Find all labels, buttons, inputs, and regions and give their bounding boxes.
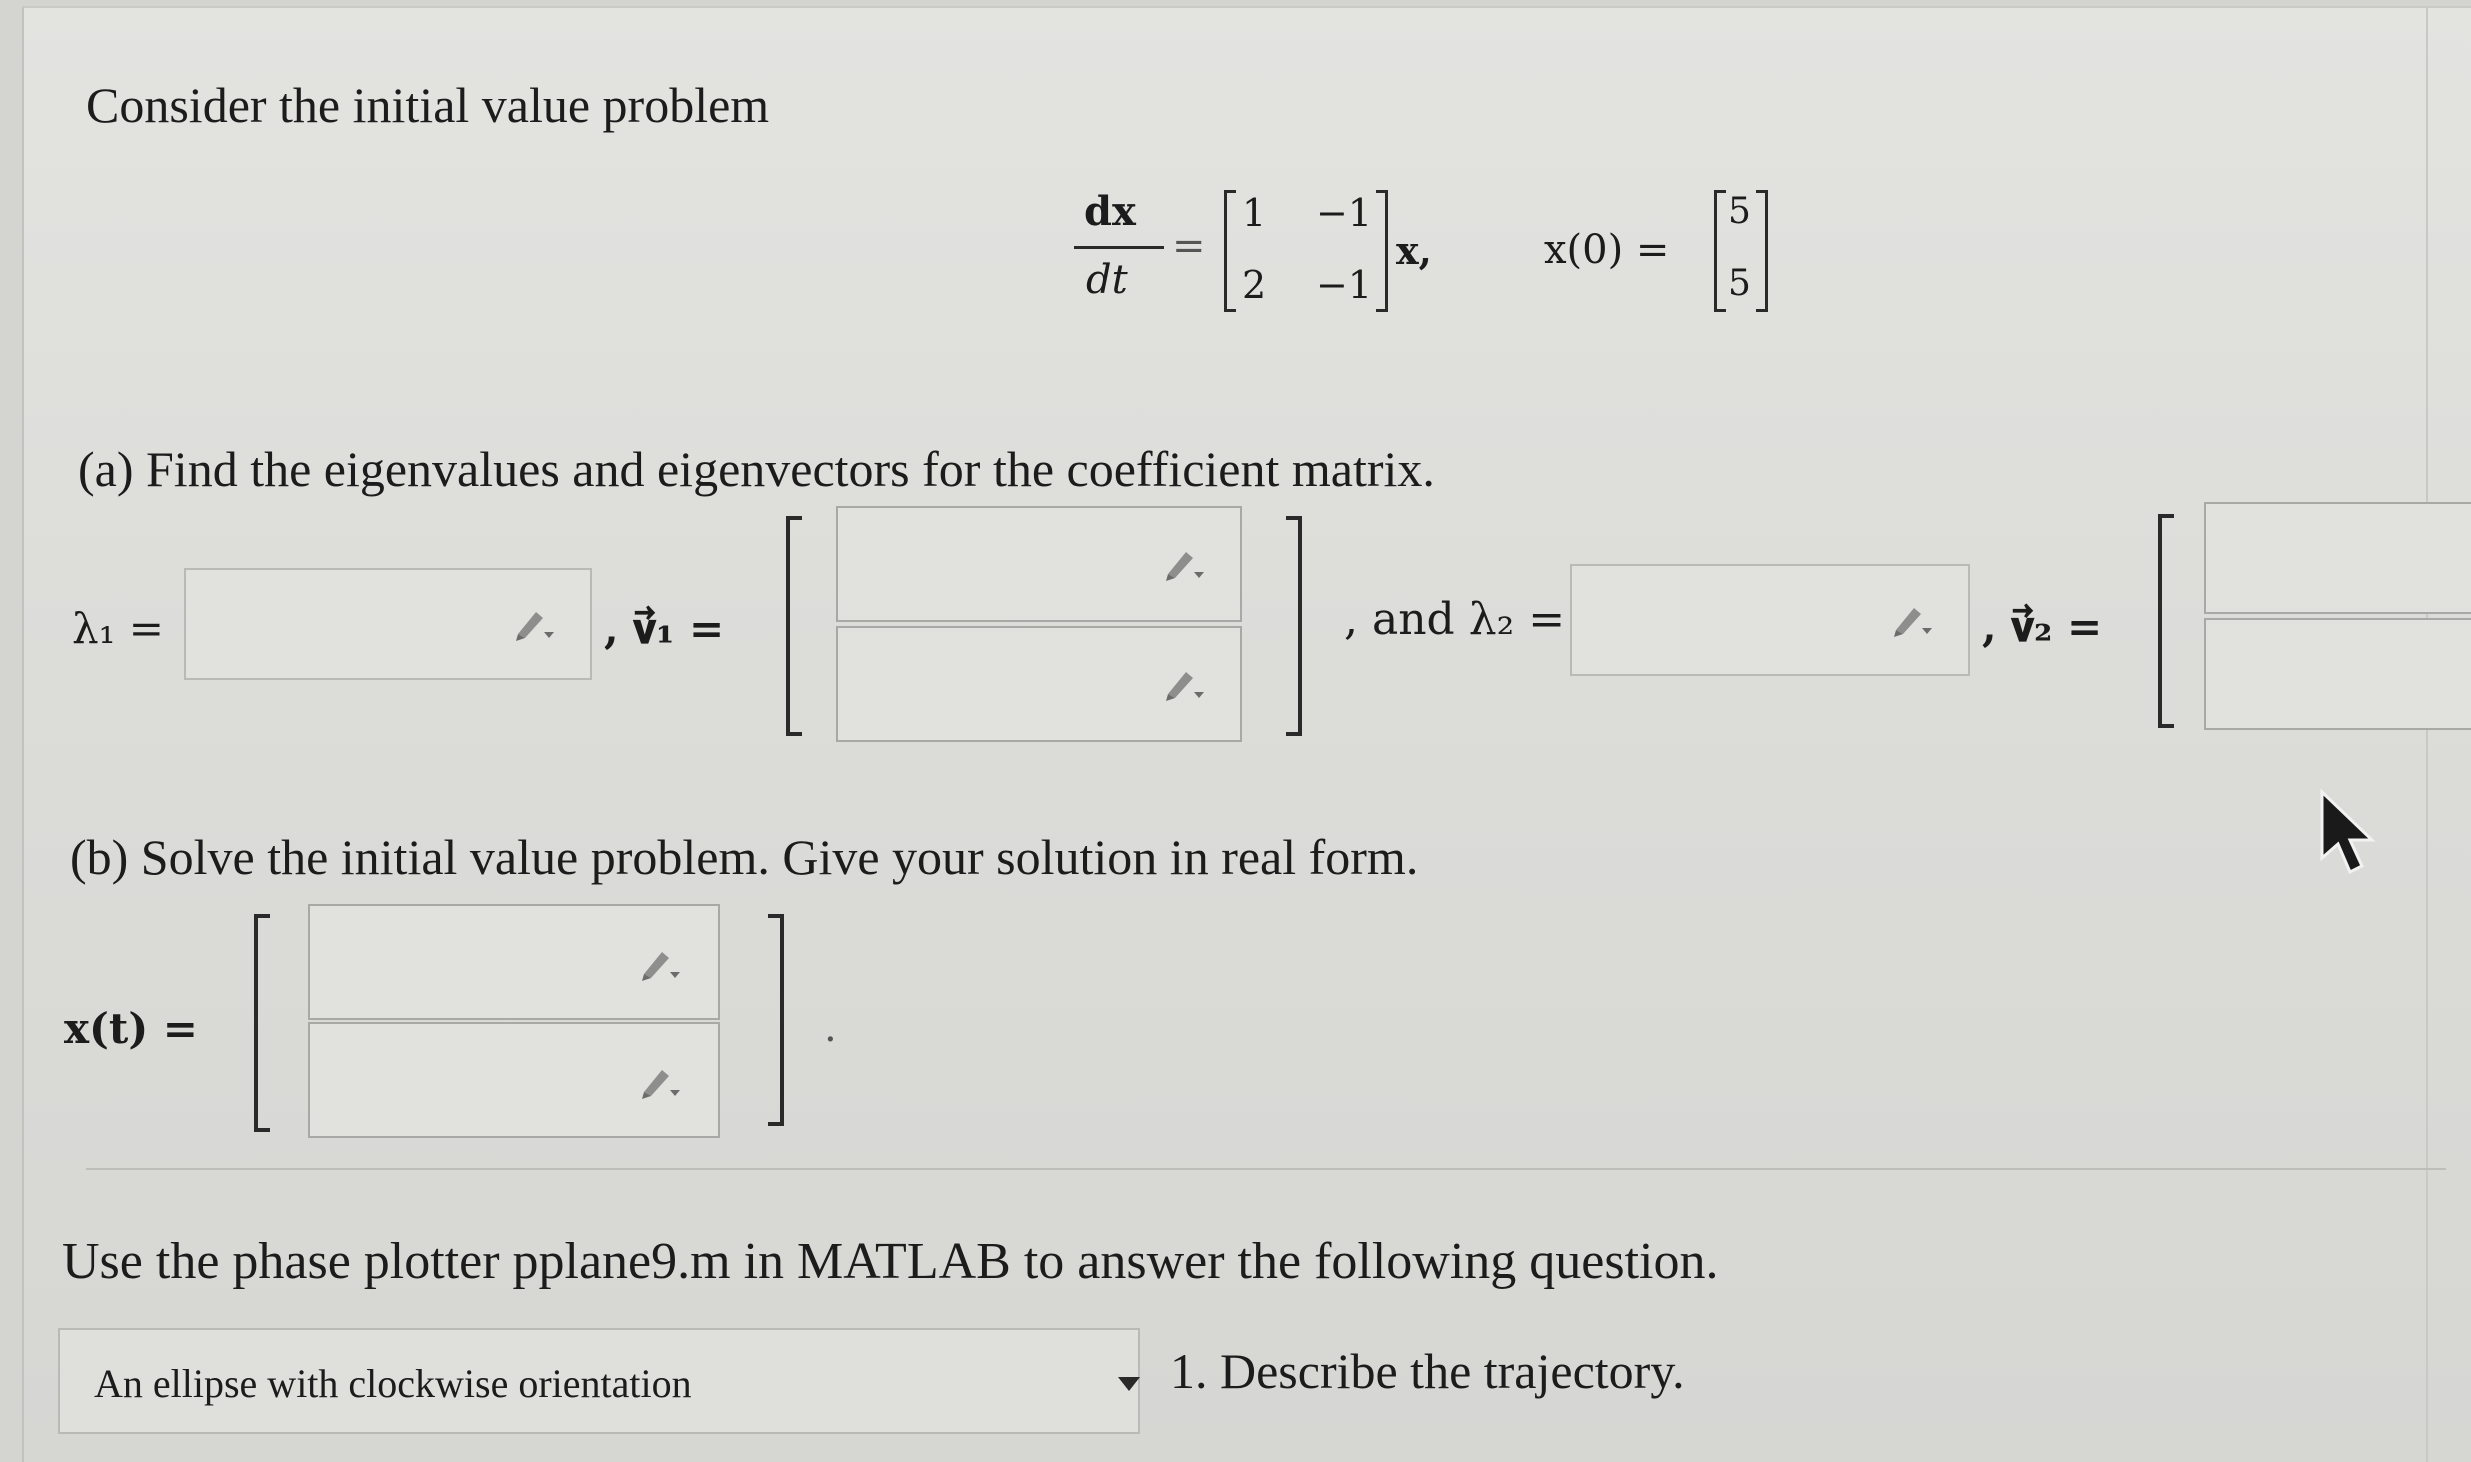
v1-left-bracket bbox=[786, 516, 802, 736]
matrix-a11: 1 bbox=[1242, 191, 1267, 235]
trajectory-select-value: An ellipse with clockwise orientation bbox=[94, 1361, 692, 1406]
v1-component-1-input[interactable] bbox=[836, 506, 1242, 622]
pencil-dropdown-icon[interactable] bbox=[1162, 664, 1210, 704]
and-lambda2-label: , and λ₂ = bbox=[1344, 594, 1566, 645]
section-divider bbox=[86, 1168, 2446, 1170]
matrix-right-bracket bbox=[1376, 190, 1388, 312]
matrix-a22: −1 bbox=[1316, 263, 1373, 307]
matrix-a12: −1 bbox=[1316, 191, 1373, 235]
v1-component-2-input[interactable] bbox=[836, 626, 1242, 742]
pencil-dropdown-icon[interactable] bbox=[638, 1062, 686, 1102]
equals-sign: = bbox=[1172, 223, 1206, 269]
question-page bbox=[22, 6, 2471, 1462]
v2-component-2-input[interactable] bbox=[2204, 618, 2471, 730]
xt-label: x(t) = bbox=[64, 1004, 198, 1053]
question-1-label: 1. Describe the trajectory. bbox=[1170, 1343, 1685, 1399]
xt-right-bracket bbox=[768, 914, 784, 1126]
v2-label: , 𝐯⃗₂ = bbox=[1982, 602, 2103, 651]
state-vector-x: x, bbox=[1396, 228, 1432, 273]
xt-left-bracket bbox=[254, 914, 270, 1132]
ic-x1: 5 bbox=[1728, 191, 1751, 232]
xt-component-1-input[interactable] bbox=[308, 904, 720, 1020]
xt-component-2-input[interactable] bbox=[308, 1022, 720, 1138]
pencil-dropdown-icon[interactable] bbox=[638, 944, 686, 984]
ic-left-bracket bbox=[1714, 190, 1726, 312]
derivative-denominator: dt bbox=[1086, 257, 1128, 303]
v1-right-bracket bbox=[1286, 516, 1302, 736]
matrix-a21: 2 bbox=[1242, 263, 1267, 307]
pencil-dropdown-icon[interactable] bbox=[512, 604, 560, 644]
matlab-note: Use the phase plotter pplane9.m in MATLAB to answer the following question. bbox=[62, 1233, 1719, 1290]
intro-text: Consider the initial value problem bbox=[86, 77, 770, 133]
pencil-dropdown-icon[interactable] bbox=[1162, 544, 1210, 584]
caret-down-icon[interactable] bbox=[1116, 1374, 1142, 1394]
v1-label: , 𝐯⃗₁ = bbox=[604, 604, 725, 653]
lambda1-label: λ₁ = bbox=[72, 604, 164, 653]
lambda1-input[interactable] bbox=[184, 568, 592, 680]
ic-x2: 5 bbox=[1728, 263, 1751, 304]
part-b-prompt: (b) Solve the initial value problem. Give your solution in real form. bbox=[70, 829, 1419, 885]
ode-equation bbox=[1054, 178, 1794, 328]
initial-condition-label: x(0) = bbox=[1544, 227, 1670, 273]
v2-left-bracket bbox=[2158, 514, 2174, 728]
lambda2-input[interactable] bbox=[1570, 564, 1970, 676]
mouse-cursor-icon bbox=[2314, 788, 2386, 884]
xt-period: . bbox=[824, 1005, 837, 1051]
derivative-numerator: dx bbox=[1084, 188, 1136, 235]
matrix-left-bracket bbox=[1224, 190, 1236, 312]
fraction-bar bbox=[1074, 246, 1164, 249]
v2-component-1-input[interactable] bbox=[2204, 502, 2471, 614]
trajectory-select[interactable] bbox=[58, 1328, 1140, 1434]
page-edge bbox=[2426, 8, 2428, 1462]
pencil-dropdown-icon[interactable] bbox=[1890, 600, 1938, 640]
part-a-prompt: (a) Find the eigenvalues and eigenvectors for the coefficient matrix. bbox=[78, 441, 1435, 497]
ic-right-bracket bbox=[1756, 190, 1768, 312]
